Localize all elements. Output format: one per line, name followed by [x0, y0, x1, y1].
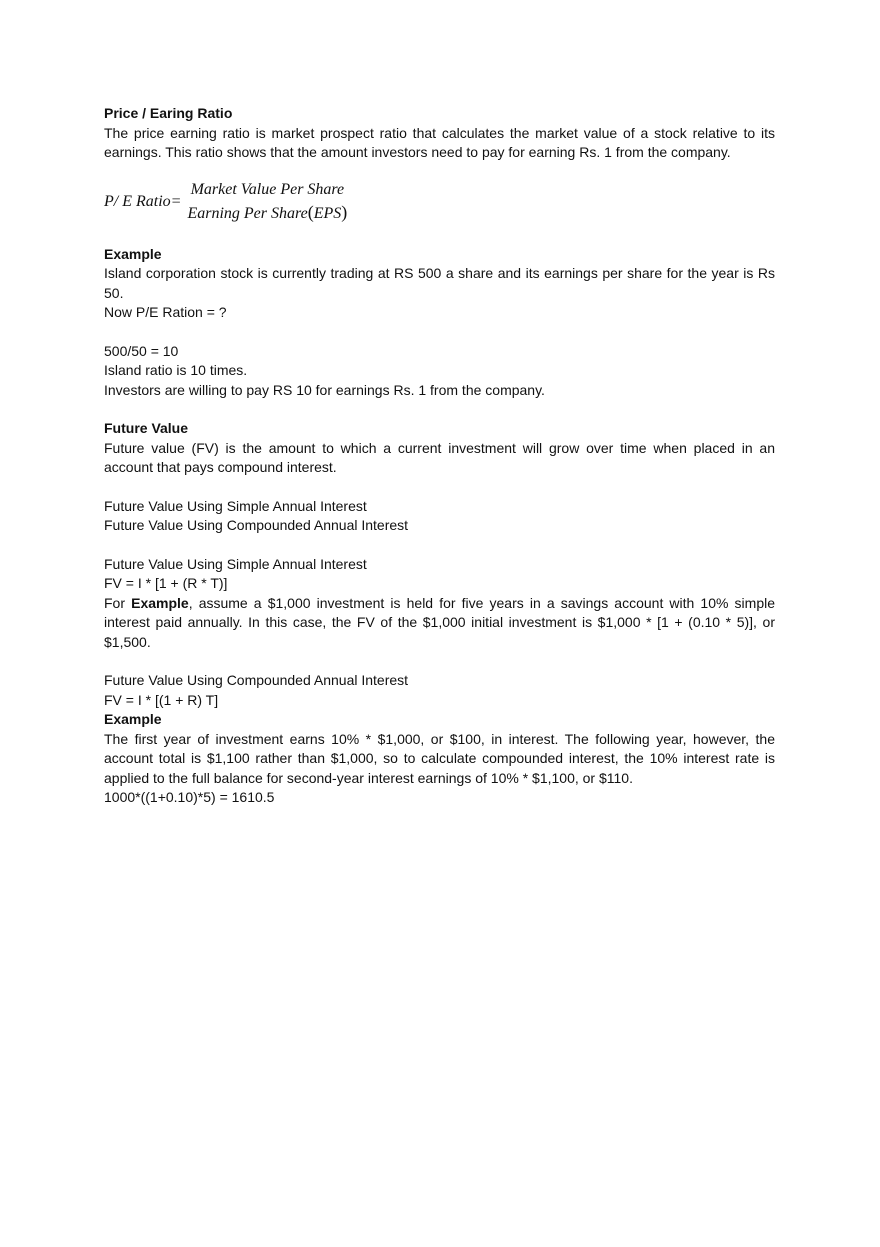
- pe-example-line1: Island corporation stock is currently trading at RS 500 a share and its earnings per share for the year is Rs 50.: [104, 265, 775, 301]
- pe-example-heading: Example: [104, 245, 162, 262]
- spacer: [104, 400, 775, 419]
- pe-example-meaning: Investors are willing to pay RS 10 for earnings Rs. 1 from the company.: [104, 381, 545, 398]
- document-page: [104, 104, 775, 808]
- pe-example-result: Island ratio is 10 times.: [104, 362, 248, 378]
- pe-formula-numerator: Market Value Per Share: [190, 180, 345, 198]
- compound-interest-example-text: The first year of investment earns 10% * $1,000, or $100, in interest. The following year, however, the account total is $1,100 rather than $1,000, so to calculate compounded interest, the 10% interest rate is applied to the full balance for second-year interest earnings of 10% * $1,100, or $110.: [104, 730, 775, 786]
- pe-formula-paren-open: (: [307, 201, 314, 222]
- pe-formula-denominator-inner: EPS: [313, 204, 342, 222]
- pe-formula-denominator: [187, 201, 347, 225]
- simple-interest-example-prefix: For: [104, 594, 132, 611]
- fv-type-simple: Future Value Using Simple Annual Interest: [104, 497, 367, 514]
- spacer: [104, 478, 775, 497]
- pe-description: The price earning ratio is market prospect ratio that calculates the market value of a stock relative to its earnings. This ratio shows that the amount investors need to pay for earning Rs. 1 from the company.: [104, 124, 775, 160]
- compound-interest-calc: 1000*((1+0.10)*5) = 1610.5: [104, 789, 275, 805]
- spacer: [104, 323, 775, 342]
- simple-interest-formula: FV = I * [1 + (R * T)]: [104, 575, 228, 591]
- simple-interest-title: Future Value Using Simple Annual Interest: [104, 555, 367, 572]
- fv-heading: Future Value: [104, 420, 189, 436]
- pe-formula: [104, 179, 775, 225]
- simple-interest-example-text: , assume a $1,000 investment is held for five years in a savings account with 10% simple interest paid annually. In this case, the FV of the $1,000 initial investment is $1,000 * [1 + (0.10 * 5)], or $1,500.: [104, 594, 775, 650]
- simple-interest-example-bold: Example: [131, 594, 189, 611]
- pe-formula-fraction: [187, 179, 347, 225]
- pe-formula-lhs: P/ E Ratio=: [104, 192, 182, 210]
- pe-example-calc: 500/50 = 10: [104, 342, 179, 359]
- fv-description: Future value (FV) is the amount to which a current investment will grow over time when placed in an account that pays compound interest.: [104, 439, 775, 475]
- compound-interest-title: Future Value Using Compounded Annual Interest: [104, 672, 409, 688]
- pe-heading: Price / Earing Ratio: [104, 105, 233, 121]
- pe-formula-denominator-text: Earning Per Share: [187, 204, 308, 222]
- spacer: [104, 536, 775, 555]
- compound-interest-formula: FV = I * [(1 + R) T]: [104, 691, 219, 708]
- pe-example-line2: Now P/E Ration = ?: [104, 304, 227, 320]
- simple-interest-example: [104, 594, 775, 653]
- compound-interest-example-heading: Example: [104, 711, 162, 727]
- pe-formula-paren-close: ): [341, 201, 348, 222]
- fv-type-compound: Future Value Using Compounded Annual Interest: [104, 517, 409, 533]
- spacer: [104, 652, 775, 671]
